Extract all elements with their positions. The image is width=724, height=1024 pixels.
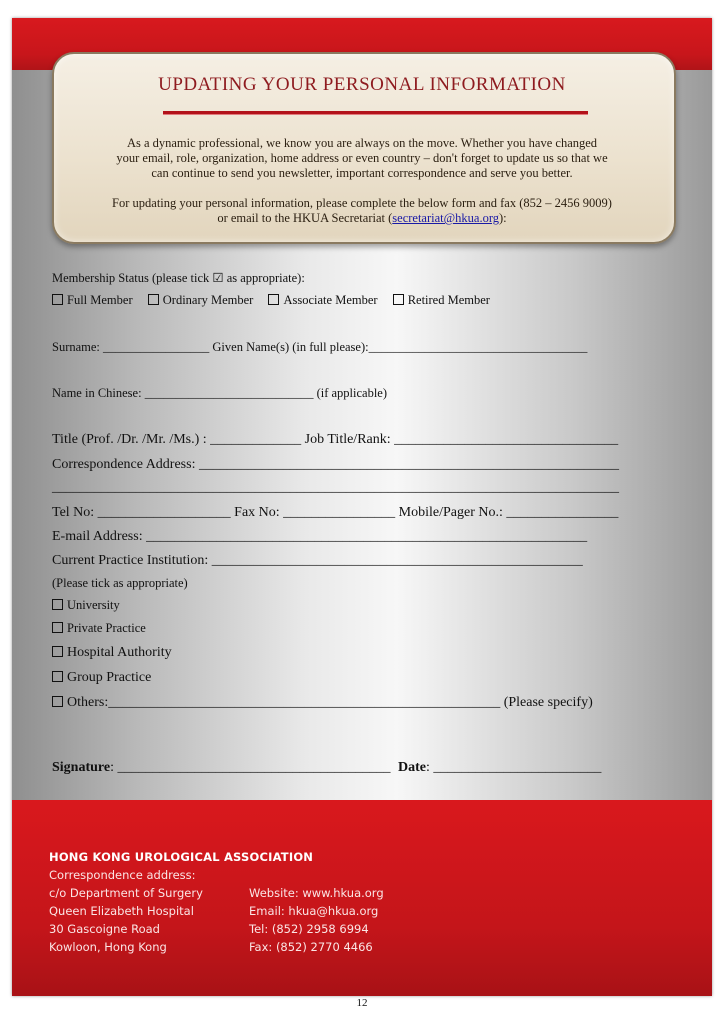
signature-date-row	[52, 760, 601, 776]
option-retired-member[interactable]	[393, 293, 490, 307]
correspondence-address-field[interactable]: Correspondence Address: ____________________________________________________________	[52, 457, 619, 472]
footer-address-line: c/o Department of Surgery	[49, 886, 203, 900]
checkbox-icon[interactable]	[52, 622, 63, 633]
footer-address-label: Correspondence address:	[49, 868, 196, 882]
signature-label: Signature	[52, 760, 111, 775]
practice-institution-field[interactable]: Current Practice Institution: _____________________________________________________	[52, 553, 583, 568]
option-label: Hospital Authority	[67, 645, 172, 660]
option-label: Group Practice	[67, 670, 152, 685]
checkbox-icon[interactable]	[52, 696, 63, 707]
footer-org-name: HONG KONG UROLOGICAL ASSOCIATION	[49, 850, 314, 864]
tel-fax-mobile-field[interactable]: Tel No: ___________________ Fax No: ________________ Mobile/Pager No.: ________________	[52, 505, 619, 520]
membership-options	[52, 293, 502, 308]
tick-note: (Please tick as appropriate)	[52, 576, 188, 590]
intro-line: your email, role, organization, home address or even country – don't forget to update us so that we	[116, 151, 608, 165]
instruction-line: For updating your personal information, please complete the below form and fax (852 – 2456 9009)	[112, 196, 612, 210]
option-university[interactable]	[52, 598, 120, 613]
checkbox-icon[interactable]	[52, 646, 63, 657]
intro-paragraph	[76, 136, 648, 181]
surname-given-name-field[interactable]: Surname: _________________ Given Name(s) (in full please):___________________________________	[52, 340, 588, 354]
footer-website[interactable]: Website: www.hkua.org	[249, 886, 384, 900]
option-label: Full Member	[67, 293, 133, 307]
option-label: Private Practice	[67, 621, 146, 635]
checkbox-icon[interactable]	[52, 671, 63, 682]
checkbox-icon[interactable]	[148, 294, 159, 305]
footer-tel: Tel: (852) 2958 6994	[249, 922, 369, 936]
option-label: Retired Member	[407, 293, 490, 307]
checkbox-icon[interactable]	[52, 294, 63, 305]
email-address-field[interactable]: E-mail Address: _______________________________________________________________	[52, 529, 588, 544]
checkbox-icon[interactable]	[393, 294, 404, 305]
option-label: Ordinary Member	[162, 293, 254, 307]
secretariat-email-link[interactable]: secretariat@hkua.org	[392, 211, 500, 225]
instruction-paragraph	[76, 196, 648, 226]
footer-address-line: Queen Elizabeth Hospital	[49, 904, 194, 918]
page-number: 12	[356, 997, 368, 1009]
chinese-name-field[interactable]: Name in Chinese: ___________________________ (if applicable)	[52, 386, 388, 400]
intro-line: can continue to send you newsletter, important correspondence and serve you better.	[151, 166, 573, 180]
option-hospital-authority[interactable]	[52, 645, 172, 661]
date-field[interactable]: : ________________________	[425, 760, 602, 775]
checkbox-icon[interactable]	[268, 294, 279, 305]
footer-email[interactable]: Email: hkua@hkua.org	[249, 904, 379, 918]
option-ordinary-member[interactable]	[148, 293, 254, 307]
option-associate-member[interactable]	[268, 293, 377, 307]
date-label: Date	[397, 760, 426, 775]
footer-fax: Fax: (852) 2770 4466	[249, 940, 373, 954]
footer-address-line: 30 Gascoigne Road	[49, 922, 160, 936]
membership-status-label: Membership Status (please tick ☑ as appropriate):	[52, 271, 305, 285]
option-others[interactable]	[52, 695, 593, 711]
intro-line: As a dynamic professional, we know you are always on the move. Whether you have changed	[126, 136, 598, 150]
title-underline	[163, 111, 588, 115]
option-group-practice[interactable]	[52, 670, 151, 686]
option-full-member[interactable]	[52, 293, 133, 307]
checkbox-icon[interactable]	[52, 599, 63, 610]
instruction-prefix: or email to the HKUA Secretariat (	[217, 211, 393, 225]
footer-contact-details	[249, 884, 384, 956]
title-job-field[interactable]: Title (Prof. /Dr. /Mr. /Ms.) : _____________ Job Title/Rank: ________________________________	[52, 432, 619, 447]
correspondence-address-field-2[interactable]: _________________________________________________________________________________	[52, 480, 619, 495]
instruction-line-2	[76, 211, 648, 226]
footer-address-line: Kowloon, Hong Kong	[49, 940, 167, 954]
page-title: UPDATING YOUR PERSONAL INFORMATION	[158, 74, 566, 95]
option-private-practice[interactable]	[52, 621, 146, 636]
option-label: Associate Member	[283, 293, 378, 307]
signature-field[interactable]: : _______________________________________	[110, 760, 391, 775]
option-label: University	[67, 598, 120, 612]
others-field[interactable]: Others:________________________________________________________ (Please specify)	[67, 695, 593, 710]
instruction-suffix: ):	[499, 211, 507, 225]
